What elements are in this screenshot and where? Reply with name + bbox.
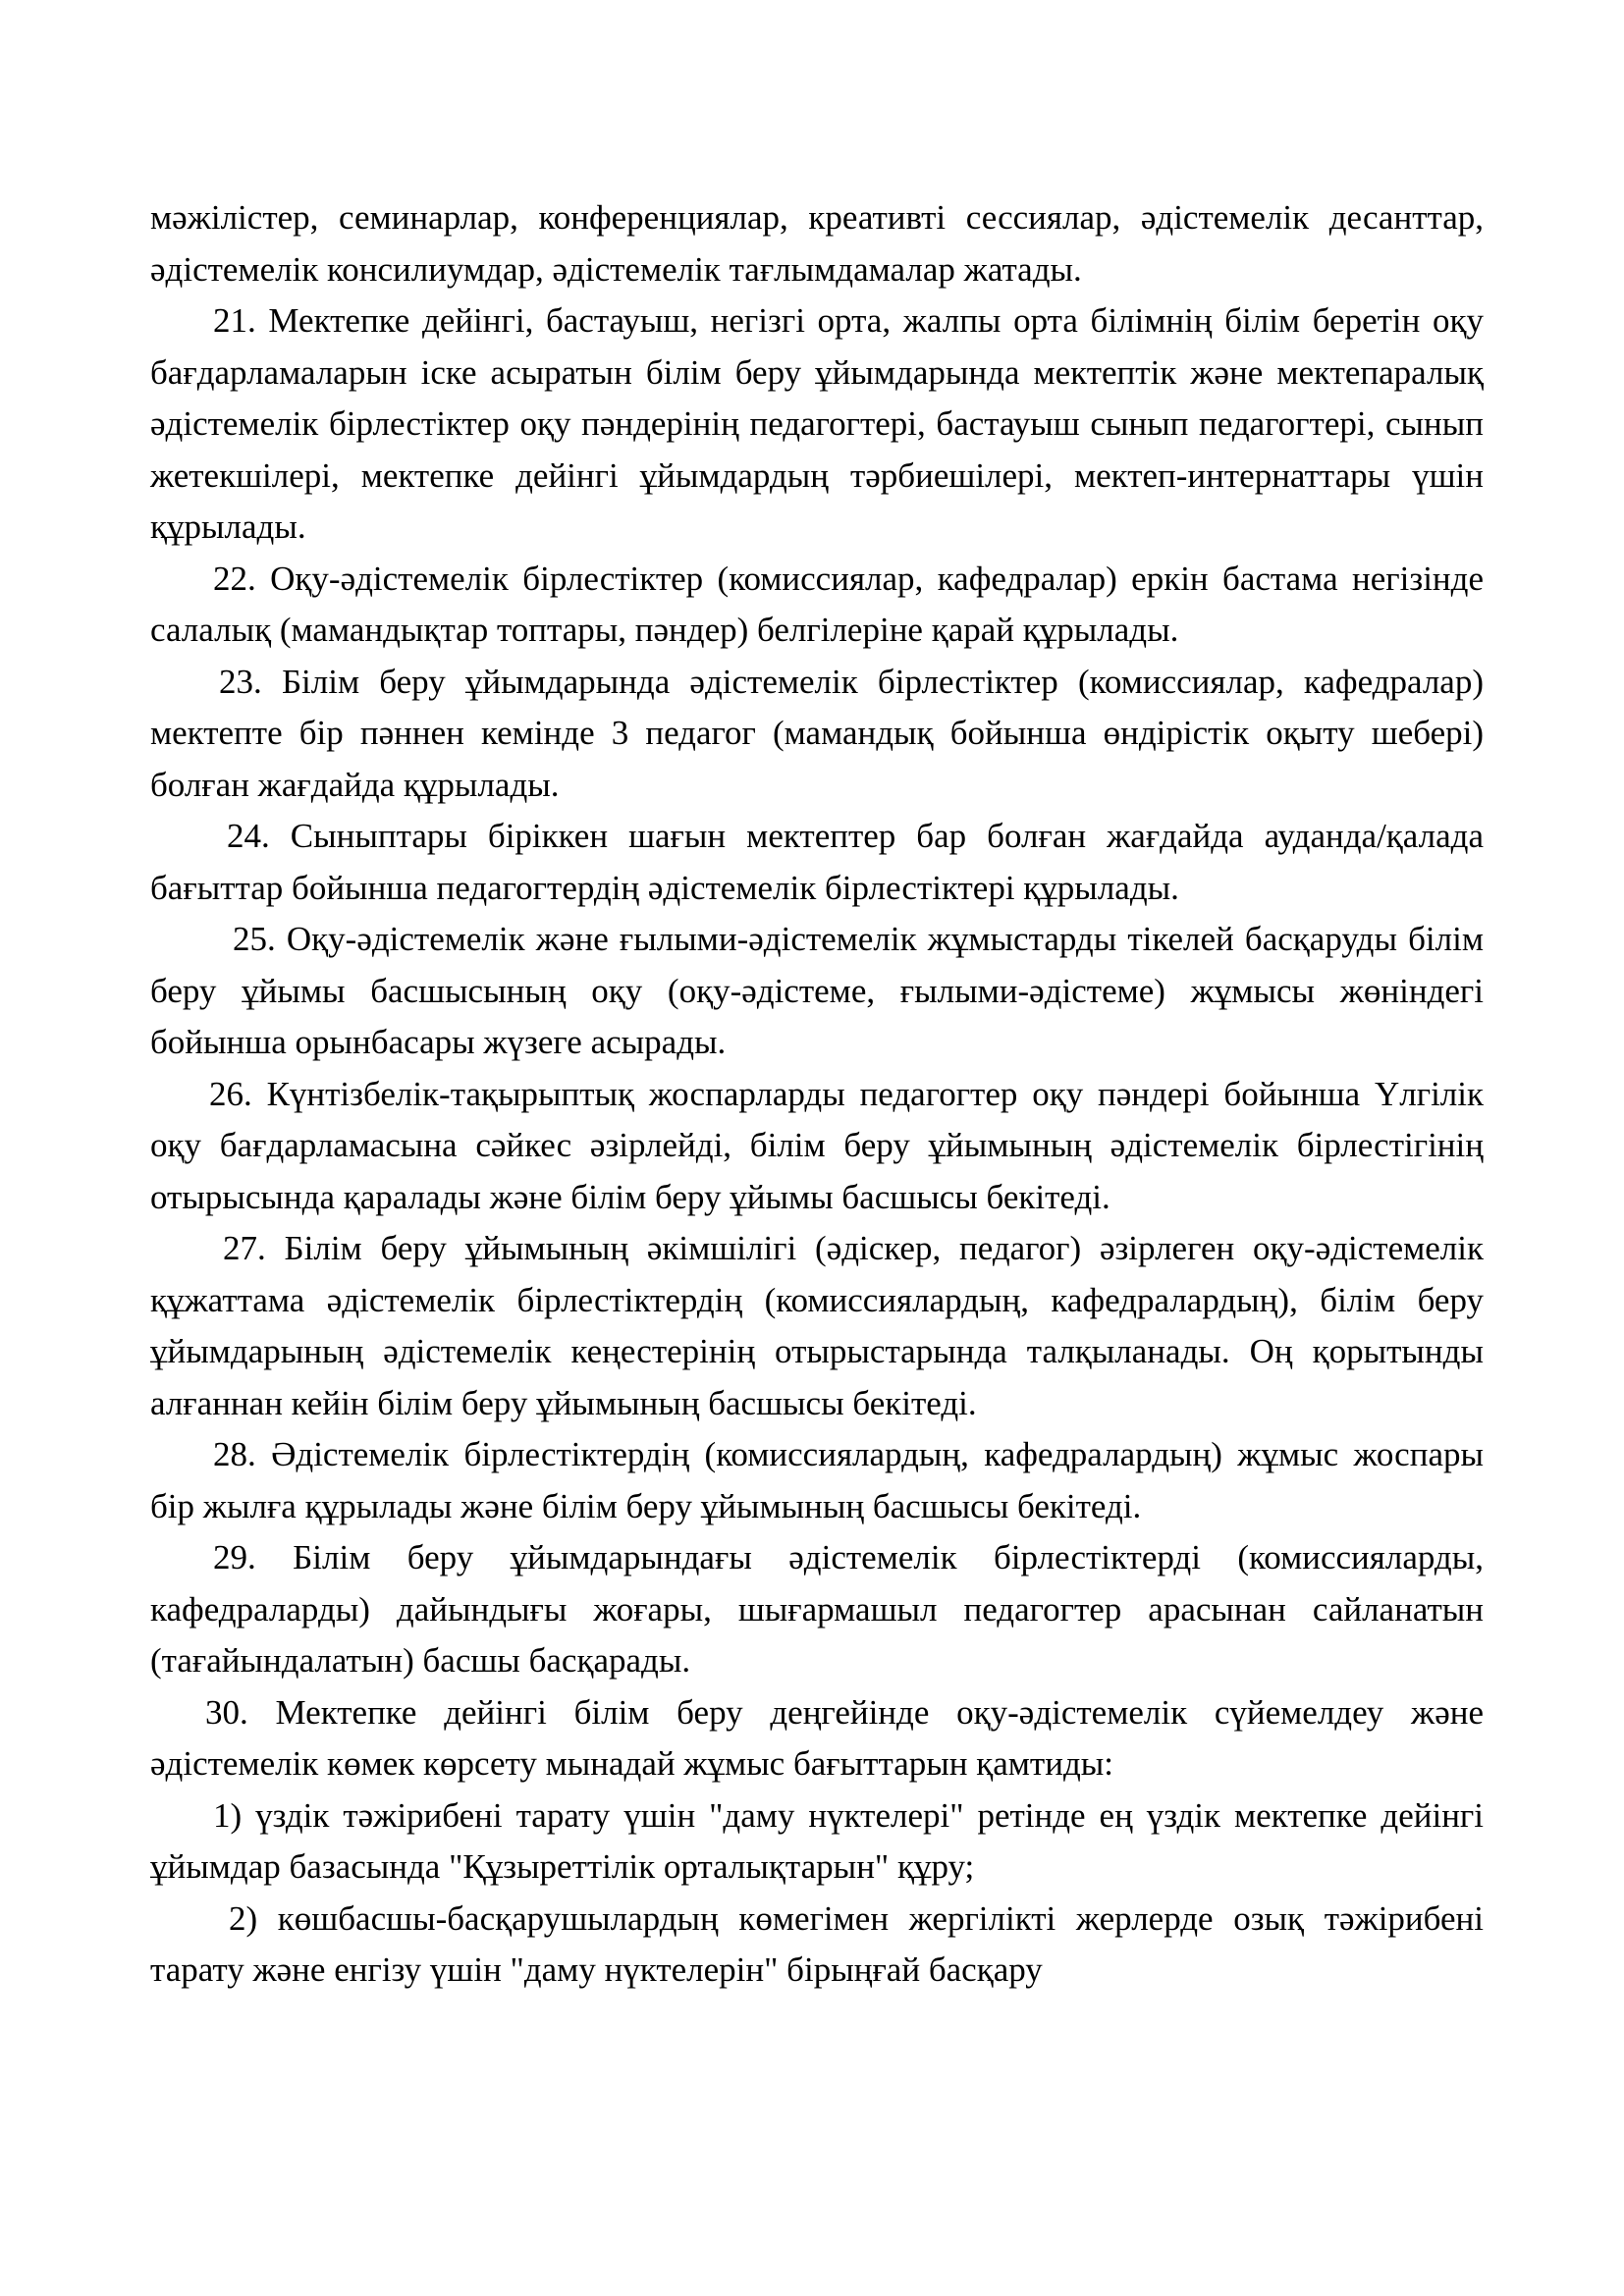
paragraph-continuation: мәжілістер, семинарлар, конференциялар, креативті сессиялар, әдістемелік десанттар, әдістемелік консилиумдар, әдістемелік тағлымдамалар жатады. bbox=[150, 198, 1484, 289]
document-body bbox=[150, 192, 1484, 1997]
paragraph-23: 23. Білім беру ұйымдарында әдістемелік бірлестіктер (комиссиялар, кафедралар) мектепте бір пәннен кемінде 3 педагог (мамандық бойынша өндірістік оқыту шебері) болған жағдайда құрылады. bbox=[150, 662, 1484, 804]
paragraph-21: 21. Мектепке дейінгі, бастауыш, негізгі орта, жалпы орта білімнің білім беретін оқу бағдарламаларын іске асыратын білім беру ұйымдарында мектептік және мектепаралық әдістемелік бірлестіктер оқу пәндерінің педагогтері, бастауыш сынып педагогтері, сынып жетекшілері, мектепке дейінгі ұйымдардың тәрбиешілері, мектеп-интернаттары үшін құрылады. bbox=[150, 301, 1484, 546]
paragraph-30: 30. Мектепке дейінгі білім беру деңгейінде оқу-әдістемелік сүйемелдеу және әдістемелік көмек көрсету мынадай жұмыс бағыттарын қамтиды: bbox=[150, 1692, 1484, 1783]
paragraph-27: 27. Білім беру ұйымының әкімшілігі (әдіскер, педагог) әзірлеген оқу-әдістемелік құжаттама әдістемелік бірлестіктердің (комиссиялардың, кафедралардың), білім беру ұйымдарының әдістемелік кеңестерінің отырыстарында талқыланады. Оң қорытынды алғаннан кейін білім беру ұйымының басшысы бекітеді. bbox=[150, 1229, 1484, 1422]
paragraph-22: 22. Оқу-әдістемелік бірлестіктер (комиссиялар, кафедралар) еркін бастама негізінде салалық (мамандықтар топтары, пәндер) белгілеріне қарай құрылады. bbox=[150, 559, 1484, 649]
list-item-1: 1) үздік тәжірибені тарату үшін "даму нүктелері" ретінде ең үздік мектепке дейінгі ұйымдар базасында "Құзыреттілік орталықтарын" құру; bbox=[150, 1795, 1484, 1886]
paragraph-26: 26. Күнтізбелік-тақырыптық жоспарларды педагогтер оқу пәндері бойынша Үлгілік оқу бағдарламасына сәйкес әзірлейді, білім беру ұйымының әдістемелік бірлестігінің отырысында қаралады және білім беру ұйымы басшысы бекітеді. bbox=[150, 1074, 1484, 1216]
paragraph-28: 28. Әдістемелік бірлестіктердің (комиссиялардың, кафедралардың) жұмыс жоспары бір жылға құрылады және білім беру ұйымының басшысы бекітеді. bbox=[150, 1435, 1484, 1525]
paragraph-29: 29. Білім беру ұйымдарындағы әдістемелік бірлестіктерді (комиссияларды, кафедраларды) дайындығы жоғары, шығармашыл педагогтер арасынан сайланатын (тағайындалатын) басшы басқарады. bbox=[150, 1538, 1484, 1680]
list-item-2: 2) көшбасшы-басқарушылардың көмегімен жергілікті жерлерде озық тәжірибені тарату және енгізу үшін "даму нүктелерін" бірыңғай басқару bbox=[150, 1898, 1484, 1989]
paragraph-24: 24. Сыныптары біріккен шағын мектептер бар болған жағдайда ауданда/қалада бағыттар бойынша педагогтердің әдістемелік бірлестіктері құрылады. bbox=[150, 817, 1484, 907]
paragraph-25: 25. Оқу-әдістемелік және ғылыми-әдістемелік жұмыстарды тікелей басқаруды білім беру ұйымы басшысының оқу (оқу-әдістеме, ғылыми-әдістеме) жұмысы жөніндегі бойынша орынбасары жүзеге асырады. bbox=[150, 920, 1484, 1061]
